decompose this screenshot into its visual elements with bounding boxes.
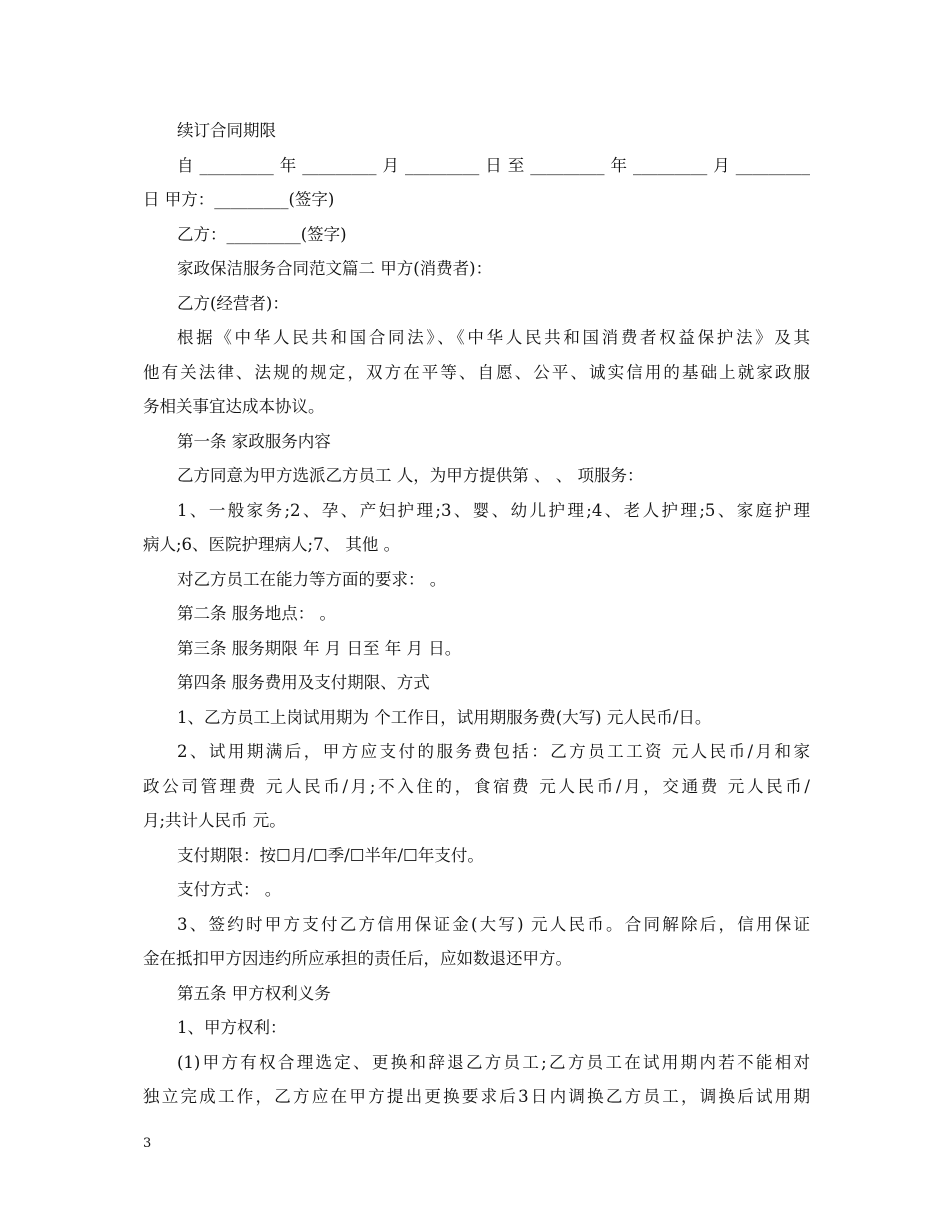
text-line: 第一条 家政服务内容 — [177, 431, 331, 451]
text-line: 1、甲方权利： — [177, 1018, 287, 1037]
text-line: 乙方(经营者)： — [177, 293, 289, 313]
text-line: 第五条 甲方权利义务 — [177, 983, 331, 1003]
text-line: 乙方同意为甲方选派乙方员工 人，为甲方提供第 、 、 项服务： — [177, 466, 644, 485]
text-line: 续订合同期限 — [177, 121, 276, 140]
text-line: 月;共计人民币 元。 — [143, 811, 286, 830]
text-line: 家政保洁服务合同范文篇二 甲方(消费者)： — [177, 259, 493, 278]
text-line: 他有关法律、法规的规定，双方在平等、自愿、公平、诚实信用的基础上就家政服 — [143, 362, 810, 382]
text-line: 1、一般家务;2、孕、产妇护理;3、婴、幼儿护理;4、老人护理;5、家庭护理 — [177, 500, 810, 520]
text-line: 第四条 服务费用及支付期限、方式 — [177, 673, 430, 692]
text-line: 第二条 服务地点： 。 — [177, 604, 336, 623]
text-line: 对乙方员工在能力等方面的要求： 。 — [177, 569, 447, 589]
text-line: 自_________年_________月_________日至_________年_________月_________ — [177, 155, 810, 175]
text-line: 金在抵扣甲方因违约所应承担的责任后，应如数退还甲方。 — [143, 949, 572, 968]
text-line: 病人;6、医院护理病人;7、 其他 。 — [143, 535, 401, 554]
text-line: 独立完成工作，乙方应在甲方提出更换要求后3日内调换乙方员工，调换后试用期 — [143, 1087, 810, 1106]
text-line: 1、乙方员工上岗试用期为 个工作日，试用期服务费(大写) 元人民币/日。 — [177, 707, 712, 727]
document-body — [143, 114, 810, 1115]
text-line: 务相关事宜达成本协议。 — [143, 397, 325, 416]
text-line: 2、试用期满后，甲方应支付的服务费包括：乙方员工工资 元人民币/月和家 — [177, 742, 810, 761]
text-line: 支付方式： 。 — [177, 880, 282, 899]
text-line: 乙方：_________(签字) — [177, 224, 347, 244]
text-line: 根据《中华人民共和国合同法》、《中华人民共和国消费者权益保护法》及其 — [177, 328, 810, 347]
text-line: (1)甲方有权合理选定、更换和辞退乙方员工;乙方员工在试用期内若不能相对 — [177, 1052, 810, 1072]
text-line: 支付期限：按☐月/☐季/☐半年/☐年支付。 — [177, 845, 484, 865]
page-number: 3 — [143, 1136, 152, 1151]
text-line: 3、签约时甲方支付乙方信用保证金(大写) 元人民币。合同解除后，信用保证 — [177, 914, 810, 934]
text-line: 日 甲方：_________(签字) — [143, 190, 335, 209]
text-line: 政公司管理费 元人民币/月;不入住的，食宿费 元人民币/月，交通费 元人民币/ — [143, 776, 810, 796]
text-line: 第三条 服务期限 年 月 日至 年 月 日。 — [177, 638, 462, 658]
